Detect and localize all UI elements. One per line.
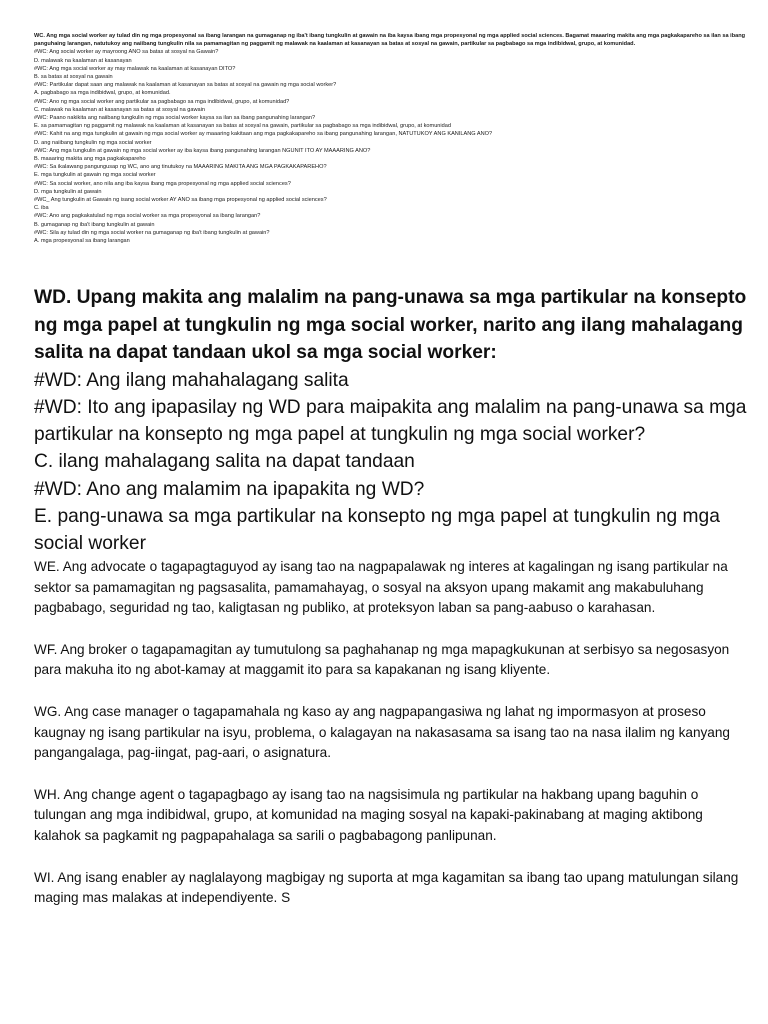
- wc-line: C. malawak na kaalaman at kasanayan sa batas at sosyal na gawain: [34, 106, 206, 113]
- wc-line: B. gumaganap ng iba't ibang tungkulin at gawain: [34, 221, 155, 228]
- wc-line: #WC: Paano nakikita ang naiibang tungkulin ng mga social worker kaysa sa ilan sa ibang pangunahing larangan?: [34, 115, 316, 122]
- wc-line: #WC: Ano ang pagkakatulad ng mga social worker sa mga propesyonal sa ibang larangan?: [34, 213, 261, 220]
- paragraph-wg: WG. Ang case manager o tagapamahala ng kaso ay ang nagpapangasiwa ng lahat ng impormasyon at proseso kaugnay ng isang partikular na isyu, problema, o kalagayan na nakasasama sa isang tao na nasa ilalim ng kanyang pangangalaga, pag-iingat, pag-aari, o asignatura.: [34, 703, 730, 761]
- wc-line: B. sa batas at sosyal na gawain: [34, 74, 113, 81]
- wc-line: A. pagbabago sa mga indibidwal, grupo, at komunidad.: [34, 90, 171, 97]
- wc-line: #WC: Ano ng mga social worker ang partikular sa pagbabago sa mga indibidwal, grupo, at komunidad?: [34, 98, 290, 105]
- role-definitions: [34, 557, 752, 930]
- wc-line: #WC: Kahit na ang mga tungkulin at gawain ng mga social worker ay maaaring kakitaan ang mga pagkakapareho sa ibang pangunahing larangan, NATUTUKOY ANG KANILANG ANO?: [34, 131, 493, 138]
- wc-line: #WC_ Ang tungkulin at Gawain ng isang social worker AY ANO sa ibang mga propesyonal ng applied social sciences?: [34, 197, 327, 204]
- wc-line: #WC: Sa social worker, ano nila ang iba kaysa ibang mga propesyonal ng mga applied social sciences?: [34, 180, 291, 187]
- paragraph-wf: WF. Ang broker o tagapamagitan ay tumutulong sa paghahanap ng mga mapagkukunan at serbisyo sa negosasyon para makuha ito ng abot-kamay at maggamit ito para sa kapakanan ng isang kliyente.: [34, 641, 730, 678]
- wc-line: C. iba: [34, 205, 49, 212]
- wd-section: [34, 284, 752, 557]
- wd-line: #WD: Ano ang malamim na ipapakita ng WD?: [34, 478, 425, 500]
- wc-line: A. mga propesyonal sa ibang larangan: [34, 238, 130, 245]
- wc-line: D. malawak na kaalaman at kasanayan: [34, 57, 132, 64]
- wc-line: D. ang naiibang tungkulin ng mga social worker: [34, 139, 152, 146]
- wd-heading: WD. Upang makita ang malalim na pang-unawa sa mga partikular na konsepto ng mga papel at tungkulin ng mga social worker, narito ang ilang mahalagang salita na dapat tandaan ukol sa mga social worker:: [34, 287, 747, 364]
- wc-line: #WC: Partikular dapat saan ang malawak na kaalaman at kasanayan sa batas at sosyal na gawain ng mga social worker?: [34, 82, 337, 89]
- wd-line: #WD: Ito ang ipapasilay ng WD para maipakita ang malalim na pang-unawa sa mga partikular na konsepto ng mga papel at tungkulin ng mga social worker?: [34, 396, 747, 446]
- wc-line: #WC: Ang mga tungkulin at gawain ng mga social worker ay iba kaysa ibang pangunahing larangan NGUNIT ITO AY MAAARING ANO?: [34, 147, 371, 154]
- wc-line: #WC: Ang social worker ay mayroong ANO sa batas at sosyal na Gawain?: [34, 49, 219, 56]
- wc-line: E. mga tungkulin at gawain ng mga social worker: [34, 172, 156, 179]
- wd-line: C. ilang mahalagang salita na dapat tandaan: [34, 451, 415, 473]
- wd-line: E. pang-unawa sa mga partikular na konsepto ng mga papel at tungkulin ng mga social worker: [34, 505, 720, 554]
- wc-line: E. sa pamamagitan ng paggamit ng malawak na kaalaman at kasanayan sa batas at sosyal na gawain, partikular sa pagbabago sa mga indibidwal, grupo, at komunidad: [34, 123, 451, 130]
- wc-line: #WC: Sa ikalawang pangungusap ng WC, ano ang tinutukoy na MAAARING MAKITA ANG MGA PAGKAKAPAREHO?: [34, 164, 327, 171]
- wc-line: D. mga tungkulin at gawain: [34, 188, 102, 195]
- wd-line: #WD: Ang ilang mahahalagang salita: [34, 369, 349, 391]
- paragraph-wi: WI. Ang isang enabler ay naglalayong magbigay ng suporta at mga kagamitan sa ibang tao upang matulungan silang maging mas malakas at independiyente. S: [34, 869, 739, 906]
- paragraph-wh: WH. Ang change agent o tagapagbago ay isang tao na nagsisimula ng partikular na hakbang upang baguhin o tulungan ang mga indibidwal, grupo, at komunidad na maging sosyal na kapaki-pakinabang at maging aktibong kalahok sa pagkamit ng pagpapahalaga sa sarili o pagbabagong panlipunan.: [34, 786, 703, 843]
- wc-lead-paragraph: WC. Ang mga social worker ay tulad din ng mga propesyonal sa ibang larangan na gumaganap ng iba't ibang tungkulin at gawain na iba kaysa ibang mga propesyonal ng mga applied social sciences. Bagamat maaaring makita ang mga pagkakapareho sa ilan sa ibang panguhaing larangan, natutukoy ang naiibang tungkulin nila sa pamamagitan ng paggamit ng malawak na kaalaman at kasanayan sa batas at sosyal na gawain, partikular sa pagbabago sa mga indibidwal, grupo, at komunidad.: [34, 33, 746, 48]
- wc-line: #WC: Ang mga social worker ay may malawak na kaalaman at kasanayan DITO?: [34, 65, 236, 72]
- top-question-block: [34, 32, 752, 245]
- paragraph-we: WE. Ang advocate o tagapagtaguyod ay isang tao na nagpapalawak ng interes at kagalingan ng isang partikular na sektor sa pamamagitan ng pagsasalita, pamamahayag, o sosyal na aksyon upang makamit ang makabuluhang pagbabago, seguridad ng tao, kaligtasan ng publiko, at proteksyon laban sa pang-aabuso o karahasan.: [34, 559, 728, 616]
- wc-line: B. maaaring makita ang mga pagkakapareho: [34, 156, 146, 163]
- wc-line: #WC: Sila ay tulad din ng mga social worker na gumaganap ng iba't ibang tungkulin at gawain?: [34, 229, 270, 236]
